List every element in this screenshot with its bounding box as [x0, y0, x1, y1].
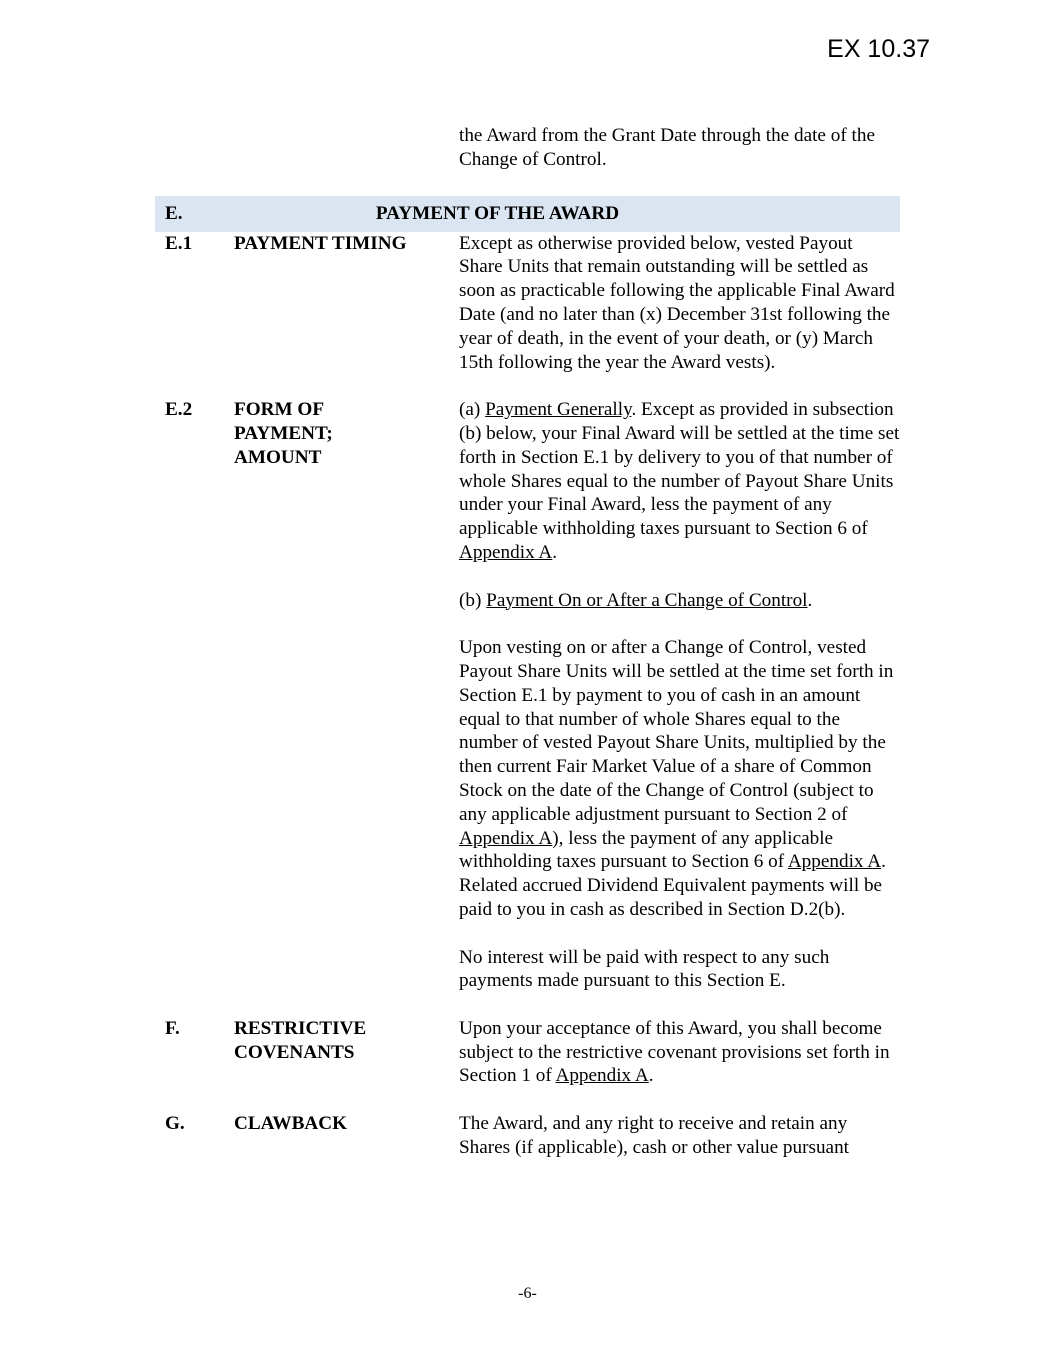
e2-body [459, 398, 900, 993]
e2-title-line: AMOUNT [234, 446, 322, 468]
f-text-main: Upon your acceptance of this Award, you shall become subject to the restrictive covenant provisions set forth in Section 1 of [459, 1017, 890, 1087]
e2-cc-text2: ), less the payment of any applicable withholding taxes pursuant to Section 6 of [459, 827, 834, 873]
section-e-title: PAYMENT OF THE AWARD [375, 202, 620, 224]
f-number: F. [165, 1017, 180, 1039]
e2-a-end: . [552, 541, 558, 563]
e2-b-end: . [807, 589, 813, 611]
page-number: -6- [518, 1285, 537, 1302]
section-e2 [155, 398, 900, 993]
appendix-a-reference: Appendix A [459, 827, 553, 849]
f-text-end: . [648, 1065, 654, 1087]
appendix-a-reference: Appendix A [555, 1065, 649, 1087]
e2-b-prefix: (b) [459, 589, 487, 611]
e2-title-line: PAYMENT; [234, 422, 333, 444]
f-title-line: RESTRICTIVE [234, 1017, 367, 1039]
e1-text: Except as otherwise provided below, vested Payout Share Units that remain outstanding will be settled as soon as practicable following the applicable Final Award Date (and no later than (x) December 31st following the year of death, in the event of your death, or (y) March 15th following the year the Award vests). [459, 232, 895, 373]
e2-a-text: . Except as provided in subsection (b) below, your Final Award will be settled at the time set forth in Section E.1 by delivery to you of that number of whole Shares equal to the number of Payout Share Units under your Final Award, less the payment of any applicable withholding taxes pursuant to Section 6 of [459, 399, 900, 540]
e2-paragraph-a [459, 398, 900, 565]
e1-title: PAYMENT TIMING [234, 232, 407, 254]
e1-number: E.1 [165, 232, 193, 254]
section-e-header [155, 196, 900, 232]
f-title-line: COVENANTS [234, 1041, 355, 1063]
appendix-a-reference: Appendix A [787, 851, 882, 873]
section-g [155, 1112, 900, 1160]
e2-cc-text3: . Related accrued Dividend Equivalent payments will be paid to you in cash as described in Section D.2(b). [459, 851, 886, 920]
e2-paragraph-b [459, 589, 900, 613]
g-body [459, 1112, 900, 1160]
section-e1 [155, 232, 900, 375]
section-f [155, 1017, 900, 1088]
e2-title-line: FORM OF [234, 399, 325, 421]
change-of-control-heading: Payment On or After a Change of Control [486, 589, 808, 611]
document-page [155, 124, 900, 1160]
e2-title [234, 398, 459, 993]
f-title [234, 1017, 459, 1088]
g-number: G. [165, 1113, 185, 1135]
f-text [459, 1017, 900, 1088]
section-e-number: E. [165, 202, 183, 224]
continuation-text: the Award from the Grant Date through the date of the Change of Control. [459, 125, 875, 170]
e2-number: E.2 [165, 399, 193, 421]
e2-change-of-control-text [459, 636, 900, 922]
e1-body [459, 232, 900, 375]
payment-generally-heading: Payment Generally [485, 399, 632, 421]
e2-no-interest-text: No interest will be paid with respect to any such payments made pursuant to this Section E. [459, 946, 830, 992]
g-title: CLAWBACK [234, 1113, 348, 1135]
e2-cc-text1: Upon vesting on or after a Change of Control, vested Payout Share Units will be settled at the time set forth in Section E.1 by payment to you of cash in an amount equal to that number of whole Shares equal to the number of vested Payout Share Units, multiplied by the then current Fair Market Value of a share of Common Stock on the date of the Change of Control (subject to any applicable adjustment pursuant to Section 2 of [459, 637, 894, 825]
appendix-a-reference: Appendix A [459, 541, 553, 563]
g-text: The Award, and any right to receive and retain any Shares (if applicable), cash or other value pursuant [459, 1113, 849, 1158]
e2-a-prefix: (a) [459, 399, 486, 421]
f-body [459, 1017, 900, 1088]
exhibit-label: EX 10.37 [827, 35, 930, 63]
